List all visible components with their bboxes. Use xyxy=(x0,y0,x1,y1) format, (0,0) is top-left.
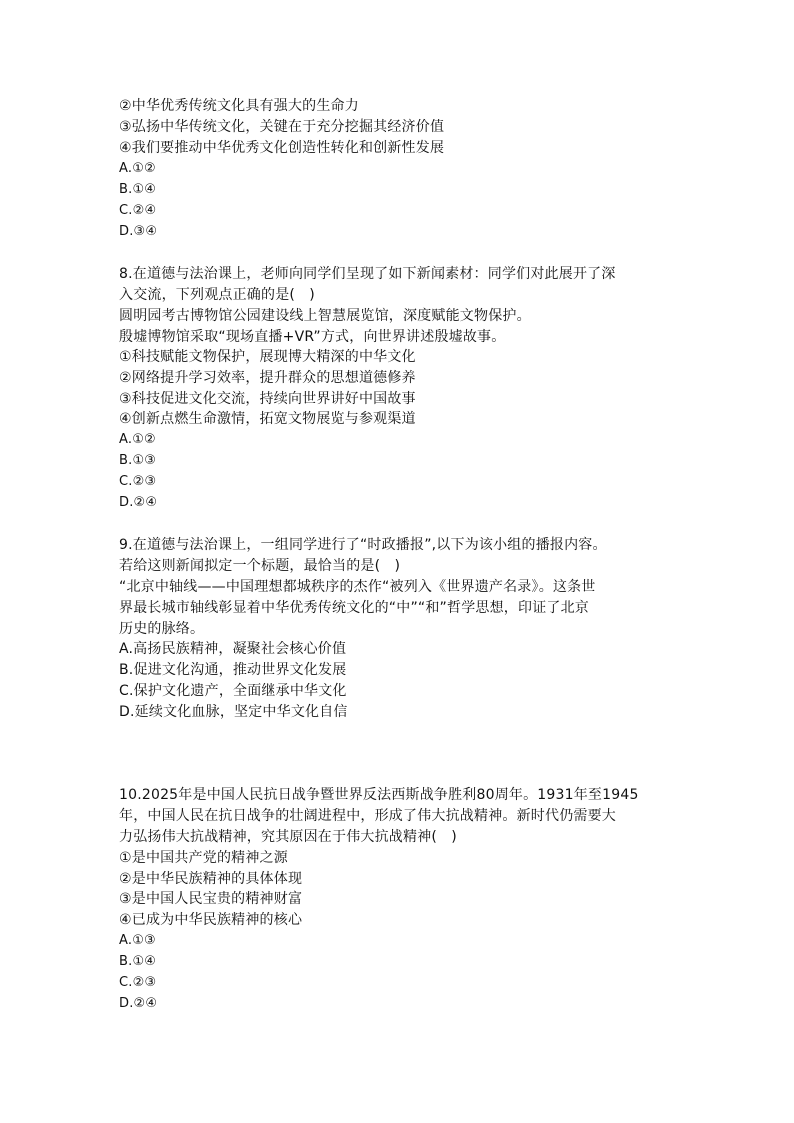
q10-item-3: ③是中国人民宝贵的精神财富 xyxy=(119,891,303,907)
q9-material-line-2: 界最长城市轴线彰显着中华优秀传统文化的“中”“和”哲学思想，印证了北京 xyxy=(119,600,590,616)
q8-item-4: ④创新点燃生命激情，拓宽文物展览与参观渠道 xyxy=(119,411,416,427)
q10-stem-line-3: 力弘扬伟大抗战精神，究其原因在于伟大抗战精神( ) xyxy=(119,829,457,845)
q10-option-a: A.①③ xyxy=(119,933,156,948)
q9-option-d: D.延续文化血脉，坚定中华文化自信 xyxy=(119,704,348,720)
q10-item-4: ④已成为中华民族精神的核心 xyxy=(119,912,303,928)
q8-stem-line-1: 8.在道德与法治课上，老师向同学们呈现了如下新闻素材：同学们对此展开了深 xyxy=(119,266,616,282)
q8-item-1: ①科技赋能文物保护，展现博大精深的中华文化 xyxy=(119,349,416,365)
q10-option-c: C.②③ xyxy=(119,975,157,990)
q7-item-2: ②中华优秀传统文化具有强大的生命力 xyxy=(119,98,359,114)
q10-item-2: ②是中华民族精神的具体体现 xyxy=(119,871,303,887)
q10-item-1: ①是中国共产党的精神之源 xyxy=(119,850,288,866)
q10-stem-line-1: 10.2025年是中国人民抗日战争暨世界反法西斯战争胜利80周年。1931年至1945 xyxy=(119,787,639,803)
q9-option-c: C.保护文化遗产，全面继承中华文化 xyxy=(119,683,347,699)
q9-option-a: A.高扬民族精神，凝聚社会核心价值 xyxy=(119,641,347,657)
q9-material-line-3: 历史的脉络。 xyxy=(119,621,205,637)
q9-material-line-1: “北京中轴线——中国理想都城秩序的杰作“被列入《世界遗产名录》。这条世 xyxy=(119,579,596,595)
q9-option-b: B.促进文化沟通，推动世界文化发展 xyxy=(119,662,347,678)
q7-option-c: C.②④ xyxy=(119,203,157,218)
q9-stem-line-1: 9.在道德与法治课上，一组同学进行了“时政播报”,以下为该小组的播报内容。 xyxy=(119,537,607,553)
q9-stem-line-2: 若给这则新闻拟定一个标题，最恰当的是( ) xyxy=(119,558,401,574)
q7-item-4: ④我们要推动中华优秀文化创造性转化和创新性发展 xyxy=(119,140,445,156)
q7-item-3: ③弘扬中华传统文化，关键在于充分挖掘其经济价值 xyxy=(119,119,445,135)
q10-option-b: B.①④ xyxy=(119,954,157,969)
q10-option-d: D.②④ xyxy=(119,996,158,1011)
q8-option-b: B.①③ xyxy=(119,453,157,468)
q7-option-b: B.①④ xyxy=(119,182,157,197)
q8-item-3: ③科技促进文化交流，持续向世界讲好中国故事 xyxy=(119,391,416,407)
q7-option-d: D.③④ xyxy=(119,224,158,239)
q10-stem-line-2: 年，中国人民在抗日战争的壮阔进程中，形成了伟大抗战精神。新时代仍需要大 xyxy=(119,808,616,824)
q8-option-a: A.①② xyxy=(119,432,156,447)
q8-item-2: ②网络提升学习效率，提升群众的思想道德修养 xyxy=(119,370,416,386)
q8-option-c: C.②③ xyxy=(119,474,157,489)
q8-material-line-1: 圆明园考古博物馆公园建设线上智慧展览馆，深度赋能文物保护。 xyxy=(119,308,531,324)
q7-option-a: A.①② xyxy=(119,161,156,176)
q8-stem-line-2: 入交流，下列观点正确的是( ) xyxy=(119,287,315,303)
q8-material-line-2: 殷墟博物馆采取“现场直播+VR”方式，向世界讲述殷墟故事。 xyxy=(119,329,506,345)
q8-option-d: D.②④ xyxy=(119,495,158,510)
